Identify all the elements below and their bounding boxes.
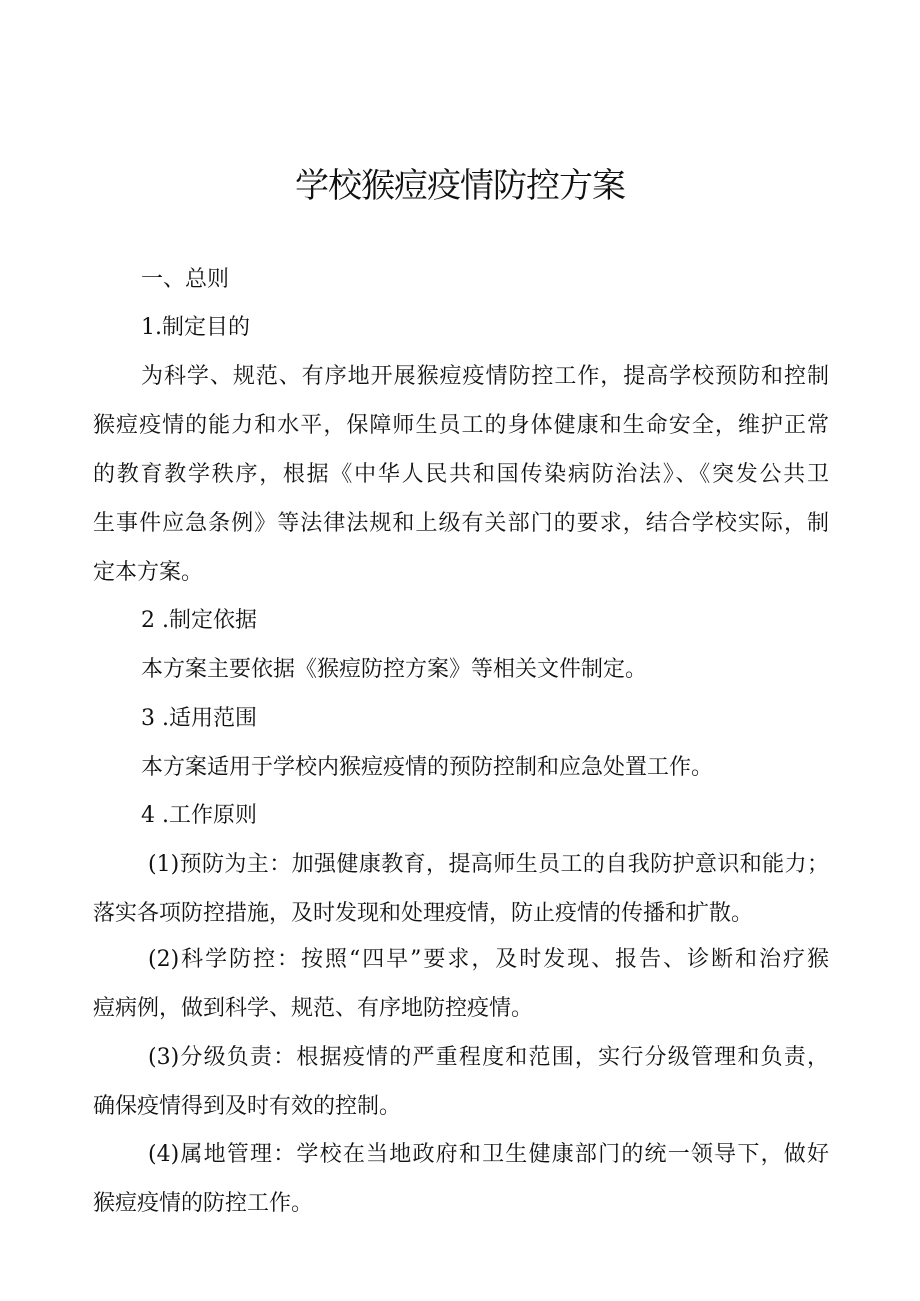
paragraph-line: (1)预防为主：加强健康教育，提高师生员工的自我防护意识和能力； xyxy=(148,852,829,877)
item-heading-purpose: 1.制定目的 xyxy=(141,315,250,340)
paragraph-line: (2)科学防控：按照“四早”要求，及时发现、报告、诊断和治疗猴 xyxy=(148,947,829,972)
item-heading-principles: 4 .工作原则 xyxy=(141,803,257,828)
paragraph-line: 猴痘疫情的防控工作。 xyxy=(93,1191,314,1216)
paragraph-line: 本方案适用于学校内猴痘疫情的预防控制和应急处置工作。 xyxy=(141,755,714,780)
item-heading-scope: 3 .适用范围 xyxy=(141,706,257,731)
paragraph-line: (4)属地管理：学校在当地政府和卫生健康部门的统一领导下，做好 xyxy=(148,1142,829,1167)
item-heading-basis: 2 .制定依据 xyxy=(141,608,257,633)
paragraph-line: 痘病例，做到科学、规范、有序地防控疫情。 xyxy=(93,996,534,1021)
paragraph-line: 为科学、规范、有序地开展猴痘疫情防控工作，提高学校预防和控制 xyxy=(141,364,829,389)
paragraph-line: 猴痘疫情的能力和水平，保障师生员工的身体健康和生命安全，维护正常 xyxy=(93,413,829,438)
paragraph-line: 本方案主要依据《猴痘防控方案》等相关文件制定。 xyxy=(141,657,648,682)
paragraph-line: (3)分级负责：根据疫情的严重程度和范围，实行分级管理和负责， xyxy=(148,1045,829,1070)
section-heading-general: 一、总则 xyxy=(141,267,230,292)
paragraph-line: 定本方案。 xyxy=(93,560,204,585)
paragraph-line: 的教育教学秩序，根据《中华人民共和国传染病防治法》、《突发公共卫 xyxy=(93,462,829,487)
document-title: 学校猴痘疫情防控方案 xyxy=(295,166,625,206)
paragraph-line: 生事件应急条例》等法律法规和上级有关部门的要求，结合学校实际，制 xyxy=(93,511,829,536)
paragraph-line: 落实各项防控措施，及时发现和处理疫情，防止疫情的传播和扩散。 xyxy=(93,901,754,926)
paragraph-line: 确保疫情得到及时有效的控制。 xyxy=(93,1094,402,1119)
